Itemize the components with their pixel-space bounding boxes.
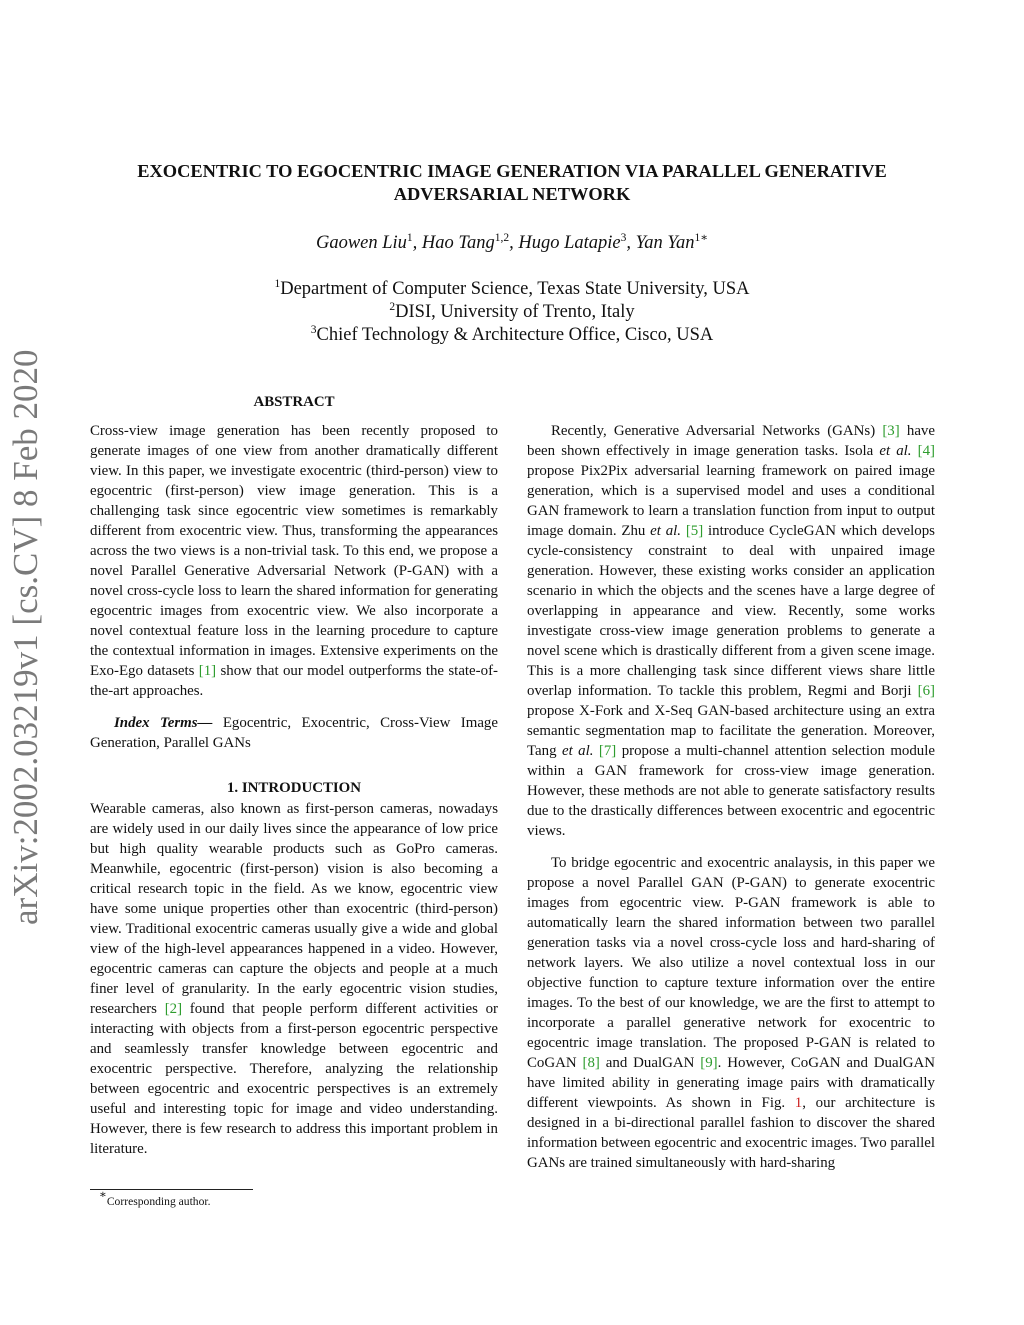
right-column (527, 393, 935, 1173)
intro-paragraph-1: Wearable cameras, also known as first-person cameras, nowadays are widely used in our daily lives since the appearance of low price but high quality wearable products such as GoPro cameras. Meanwhile, egocentric (first-person) vision is also becoming a critical research topic in the field. As we know, egocentric view have some unique properties other than exocentric (third-person) view. Traditional exocentric cameras usually give a wide and global view of the high-level appearances happened in a video. However, egocentric cameras can capture the objects and people at a much finer level of granularity. In the early egocentric vision studies, researchers [2] found that people perform different activities or interacting with objects from a first-person egocentric perspective and seamlessly transfer knowledge between egocentric and exocentric perspective. Therefore, analyzing the relationship between egocentric and exocentric perspectives is an extremely useful and interesting topic for image and video understanding. However, there is few research to address this important problem in literature. (90, 801, 498, 1157)
abstract-text: Cross-view image generation has been recently proposed to generate images of one view from another dramatically different view. In this paper, we investigate exocentric (third-person) view to egocentric (first-person) view image generation. This is a challenging task since egocentric view sometimes is remarkably different from exocentric view. Thus, transforming the appearances across the two views is a non-trivial task. To this end, we propose a novel Parallel Generative Adversarial Network (P-GAN) with a novel cross-cycle loss to learn the shared information for generating egocentric images from exocentric view. We also incorporate a novel contextual feature loss in the learning procedure to capture the contextual information in images. Extensive experiments on the Exo-Ego datasets [1] show that our model outperforms the state-of-the-art approaches. (90, 423, 498, 699)
figure-reference-link[interactable]: 1 (794, 1095, 803, 1111)
author-list: Gaowen Liu$^1$, Hao Tang$^{1,2}$, Hugo Latapie$^3$, Yan Yan$^{1∗}$ (315, 232, 709, 253)
affiliation-list (80, 278, 944, 347)
intro-paragraph-2: Recently, Generative Adversarial Networks (GANs) [3] have been shown effectively in image generation tasks. Isola et al. [4] propose Pix2Pix adversarial learning framework on paired image generation, which is a supervised model and uses a conditional GAN framework to learn a translation function from input to output image domain. Zhu et al. [5] introduce CycleGAN which develops cycle-consistency constraint to deal with unpaired image generation. However, these existing works consider an application scenario in which the objects and the scenes have a large degree of overlapping in appearance and view. Recently, some works investigate cross-view image generation problems to generate a novel scene which is drastically different from a given scene image. This is a more challenging task since different views share little overlap information. To tackle this problem, Regmi and Borji [6] propose X-Fork and X-Seq GAN-based architecture using an extra semantic segmentation map to facilitate the generation. Moreover, Tang et al. [7] propose a multi-channel attention selection module within a GAN framework for cross-view image generation. However, these methods are not able to generate satisfactory results due to the drastically differences between exocentric and egocentric views. (527, 423, 935, 839)
author-affil-mark: 1,2 (494, 232, 510, 244)
author-affil-mark: 1 (406, 232, 413, 244)
introduction-heading: 1. INTRODUCTION (226, 780, 362, 796)
intro-paragraph-3: To bridge egocentric and exocentric analaysis, in this paper we propose a novel Parallel GAN (P-GAN) to generate exocentric images from egocentric view. P-GAN framework is able to automatically learn the shared information between two parallel generation tasks via a novel cross-cycle loss and hard-sharing of network layers. We also utilize a novel contextual loss in our objective function to capture texture information over the entire images. To the best of our knowledge, we are the first to attempt to incorporate a parallel generative network for exocentric to egocentric image translation. The proposed P-GAN is related to CoGAN [8] and DualGAN [9]. However, CoGAN and DualGAN have limited ability in generating image pairs with dramatically different viewpoints. As shown in Fig. 1, our architecture is designed in a bi-directional parallel fashion to discover the shared information between egocentric and exocentric images. Two parallel GANs are trained simultaneously with hard-sharing (527, 855, 936, 1171)
author-affil-mark: 3 (620, 232, 627, 244)
citation-link[interactable]: [4] (917, 443, 935, 459)
citation-link[interactable]: [6] (917, 683, 935, 699)
author-name: Yan Yan (635, 233, 695, 253)
footnote-divider (90, 1189, 253, 1190)
citation-link[interactable]: [7] (598, 743, 617, 759)
affiliation: $^2$DISI, University of Trento, Italy (389, 301, 635, 322)
abstract-heading: ABSTRACT (253, 394, 335, 410)
affiliation: $^3$Chief Technology & Architecture Office, Cisco, USA (310, 324, 714, 345)
paper-title: EXOCENTRIC TO EGOCENTRIC IMAGE GENERATION VIA PARALLEL GENERATIVE ADVERSARIAL NETWORK (137, 161, 887, 204)
author-name: Gaowen Liu (315, 233, 407, 253)
index-terms: Index Terms— Egocentric, Exocentric, Cross-View Image Generation, Parallel GANs (90, 715, 498, 751)
citation-link[interactable]: [1] (198, 663, 217, 679)
footnote: ∗Corresponding author. (99, 1189, 211, 1208)
author-affil-mark: 1∗ (694, 232, 709, 244)
citation-link[interactable]: [3] (882, 423, 900, 439)
citation-link[interactable]: [2] (164, 1001, 183, 1017)
citation-link[interactable]: [5] (685, 523, 704, 539)
left-column (90, 392, 498, 1159)
author-name: Hugo Latapie (518, 233, 621, 253)
author-name: Hao Tang (421, 233, 495, 253)
citation-link[interactable]: [8] (582, 1055, 600, 1071)
affiliation: $^1$Department of Computer Science, Texas State University, USA (274, 278, 750, 299)
arxiv-stamp: arXiv:2002.03219v1 [cs.CV] 8 Feb 2020 (6, 349, 45, 925)
citation-link[interactable]: [9] (700, 1055, 718, 1071)
index-terms-label: Index Terms— (114, 715, 213, 731)
